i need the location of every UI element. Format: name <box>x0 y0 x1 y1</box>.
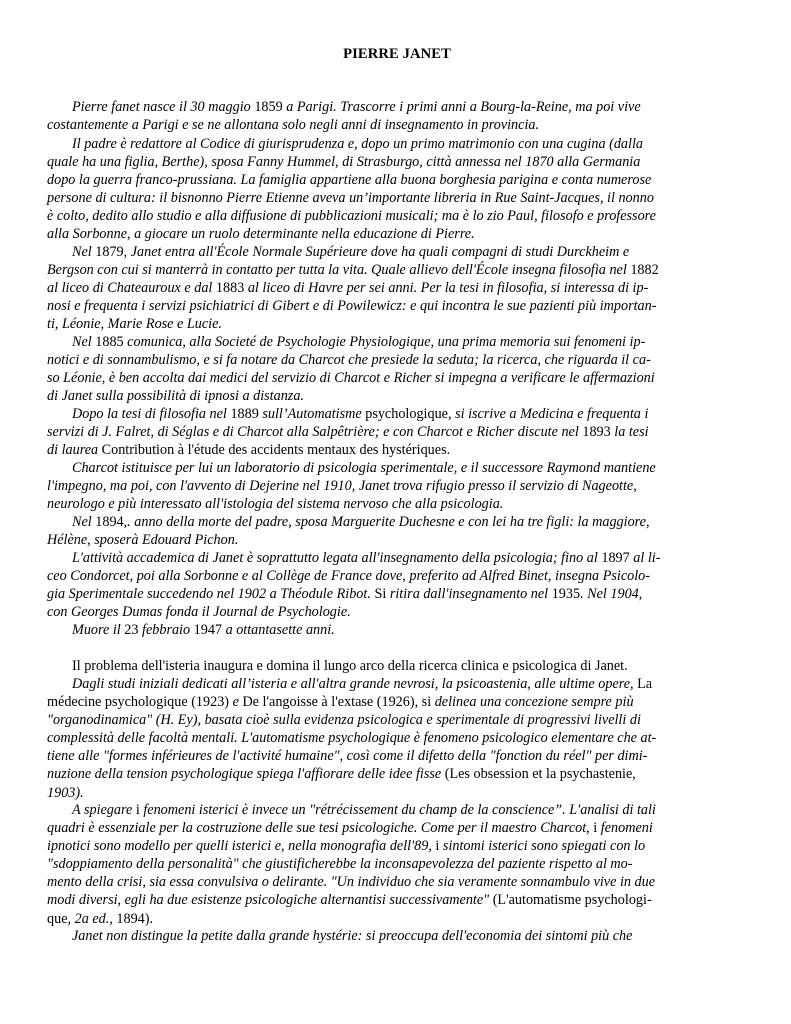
text-run: so Léonie, è ben accolta dai medici del servizio di Charcot e Richer si impegna a verificare le affermazioni <box>47 370 655 387</box>
paragraph-line <box>47 675 747 693</box>
paragraph <box>47 675 747 802</box>
paragraph-line <box>47 135 747 153</box>
paragraph <box>47 549 747 621</box>
text-run: . Nel 1904, <box>580 586 643 603</box>
text-run: (Les obsession et la psychastenie, <box>444 766 636 783</box>
text-run: al liceo di Chateauroux e dal <box>47 280 216 297</box>
text-run: 1893 <box>582 424 611 441</box>
text-run: 1894). <box>112 910 154 927</box>
text-run: 1947 <box>193 622 223 638</box>
text-run: Hélène, sposerà Edouard Pichon. <box>47 532 239 549</box>
text-run: 1903). <box>47 784 84 801</box>
paragraph-line <box>47 729 747 747</box>
text-run: La <box>637 676 653 692</box>
paragraph-line <box>47 747 747 765</box>
paragraph-line <box>47 369 747 387</box>
paragraph <box>47 927 747 945</box>
text-run: "sdoppiamento della personalità" che giustificherebbe la inconsapevolezza del paziente rispetto al mo- <box>47 856 633 873</box>
text-run: , Janet entra all'École Normale Supérieure dove ha quali compagni di studi Durckheim e <box>123 244 630 260</box>
text-run: sull’Automatisme <box>258 406 366 422</box>
paragraph-line <box>47 819 747 837</box>
text-run: , si iscrive a Medicina e frequenta i <box>447 406 649 422</box>
text-run: A spiegare <box>72 802 136 818</box>
paragraph <box>47 801 747 928</box>
paragraph <box>47 405 747 459</box>
text-run: fenomeni <box>600 820 653 837</box>
paragraph-line <box>47 784 747 802</box>
paragraph-line <box>47 441 747 459</box>
text-run: neurologo e più interessato all'istologia del sistema nervoso che alla psicologia. <box>47 496 504 513</box>
paragraph-line <box>47 801 747 819</box>
paragraph-line <box>47 585 747 603</box>
text-run: la tesi <box>610 424 649 441</box>
paragraph-line <box>47 855 747 873</box>
text-run: alla Sorbonne, a giocare un ruolo determinante nella educazione di Pierre. <box>47 226 475 243</box>
paragraph-line <box>47 351 747 369</box>
text-run: con Georges Dumas fonda il Journal de Psychologie. <box>47 604 351 621</box>
text-run: Nel <box>72 514 96 530</box>
text-run: Il padre è redattore al Codice di giurisprudenza e, dopo un primo matrimonio con una cugina (dalla <box>72 136 643 152</box>
text-run: è colto, dedito allo studio e alla diffusione di pubblicazioni musicali; ma è lo zio Paul, filosofo e professore <box>47 208 656 225</box>
text-run: ritira dall'insegnamento nel <box>386 586 552 603</box>
text-run: nuzione della tension psychologique spiega l'affiorare delle idee fisse <box>47 766 445 783</box>
text-run: 1859 <box>254 99 283 115</box>
paragraph-line <box>47 495 747 513</box>
paragraph <box>47 135 747 244</box>
paragraph-line <box>47 837 747 855</box>
text-run: que, <box>47 910 75 927</box>
text-run: ceo Condorcet, poi alla Sorbonne e al Collège de France dove, preferito ad Alfred Binet, insegna Psicolo- <box>47 568 650 585</box>
paragraph <box>47 657 747 675</box>
paragraph-line <box>47 315 747 333</box>
paragraph-line <box>47 927 747 945</box>
text-run: ipnotici sono modello per quelli isterici e, nella monografia dell'89, <box>47 838 436 855</box>
text-run: ,. anno della morte del padre, sposa Marguerite Duchesne e con lei ha tre figli: la maggiore, <box>123 514 650 530</box>
paragraph-line <box>47 189 747 207</box>
text-run: e <box>232 694 243 711</box>
text-run: i <box>135 802 144 818</box>
text-run: médecine psychologique (1923) <box>47 694 233 711</box>
text-run: costantemente a Parigi e se ne allontana solo negli anni di insegnamento in provincia. <box>47 117 540 134</box>
text-run: modi diversi, egli ha due esistenze psicologiche alternantisi successivamente" <box>47 892 493 909</box>
paragraph <box>47 243 747 333</box>
text-run: 1879 <box>95 244 124 260</box>
paragraph-line <box>47 459 747 477</box>
text-run: 23 <box>124 622 139 638</box>
text-run: di laurea <box>47 442 102 459</box>
paragraph-line <box>47 171 747 189</box>
text-run: Nel <box>72 334 96 350</box>
text-run: comunica, alla Societé de Psychologie Physiologique, una prima memoria sui fenomeni ip- <box>123 334 646 350</box>
text-run: dopo la guerra franco-prussiana. La famiglia appartiene alla buona borghesia parigina e conta numerose <box>47 172 652 189</box>
text-run: Contribution à l'étude des accidents mentaux des hystériques. <box>101 442 451 459</box>
text-run: di Janet sulla possibilità di ipnosi a distanza. <box>47 388 304 405</box>
paragraph-line <box>47 910 747 928</box>
paragraph-line <box>47 477 747 495</box>
text-run: 1882 <box>630 262 659 279</box>
paragraph-line <box>47 603 747 621</box>
text-run: servizi di J. Falret, di Séglas e di Charcot alla Salpêtrière; e con Charcot e Richer discute nel <box>47 424 583 441</box>
text-run: notici e di sonnambulismo, e si fa notare da Charcot che presiede la seduta; la ricerca, che riguarda il ca- <box>47 352 651 369</box>
paragraph-line <box>47 333 747 351</box>
text-run: 1894 <box>95 514 124 530</box>
paragraph-line <box>47 279 747 297</box>
paragraph-line <box>47 405 747 423</box>
text-run: quadri è essenziale per la costruzione delle sue tesi psicologiche. Come per il maestro Charcot, <box>47 820 594 837</box>
paragraph <box>47 98 747 134</box>
text-run: Nel <box>72 244 96 260</box>
text-run: tiene alle "formes inférieures de l'activité humaine", così come il difetto della "fonction du réel" per dimi- <box>47 748 648 765</box>
text-run: Il problema dell'isteria inaugura e domina il lungo arco della ricerca clinica e psicologica di Janet. <box>72 658 628 674</box>
text-run: delinea una concezione sempre più <box>434 694 634 711</box>
text-run: mento della crisi, sia essa convulsiva o delirante. "Un individuo che sia veramente sonnambulo vive in due <box>47 874 656 891</box>
text-run: i <box>435 838 443 855</box>
text-run: quale ha una figlia, Berthe), sposa Fanny Hummel, di Strasburgo, città annessa nel 1870 alla Germania <box>47 154 641 171</box>
text-run: Dagli studi iniziali dedicati all’isteria e all'altra grande nevrosi, la psicoastenia, alle ultime opere, <box>72 676 638 692</box>
text-run: 1935 <box>551 586 581 603</box>
text-run: al li- <box>629 550 661 566</box>
text-run: ti, Léonie, Marie Rose e Lucie. <box>47 316 222 333</box>
document-title: PIERRE JANET <box>343 46 451 62</box>
text-run: febbraio <box>138 622 194 638</box>
text-run: complessità delle facoltà mentali. L'automatisme psychologique è fenomeno psicologico elementare che at- <box>47 730 657 747</box>
paragraph <box>47 513 747 549</box>
text-run: l'impegno, ma poi, con l'avvento di Dejerine nel 1910, Janet trova rifugio presso il servizio di Nageotte, <box>47 478 637 495</box>
paragraph-line <box>47 387 747 405</box>
paragraph-line <box>47 261 747 279</box>
paragraph-line <box>47 207 747 225</box>
text-run: 2a ed., <box>74 910 113 927</box>
text-run: 1883 <box>215 280 245 297</box>
text-run: a Parigi. Trascorre i primi anni a Bourg-la-Reine, ma poi vive <box>282 99 641 115</box>
text-run: Pierre fanet nasce il 30 maggio <box>72 99 255 115</box>
paragraph-line <box>47 621 747 639</box>
text-run: 1885 <box>95 334 124 350</box>
paragraph-line <box>47 711 747 729</box>
text-run: "organodinamica" (H. Ey), basata cioè sulla evidenza psicologica e sperimentale di progressivi livelli di <box>47 712 641 729</box>
text-run: (L'automatisme psychologi- <box>492 892 652 909</box>
text-run: De l'angoisse à l'extase (1926), si <box>242 694 435 711</box>
text-run: Bergson con cui si manterrà in contatto per tutta la vita. Quale allievo dell'École insegna filosofia nel <box>47 262 631 279</box>
paragraph-line <box>47 549 747 567</box>
text-run: fenomeni isterici è invece un "rétrécissement du champ de la conscience”. L'analisi di tali <box>143 802 656 818</box>
paragraph-line <box>47 297 747 315</box>
paragraph <box>47 333 747 405</box>
paragraph-line <box>47 513 747 531</box>
text-run: Muore il <box>72 622 125 638</box>
paragraph <box>47 621 747 639</box>
paragraph-line <box>47 153 747 171</box>
text-run: L'attività accademica di Janet è soprattutto legata all'insegnamento della psicologia; fino al <box>72 550 602 566</box>
paragraph-line <box>47 891 747 909</box>
text-run: 1897 <box>601 550 630 566</box>
text-run: Janet non distingue la petite dalla grande hystérie: si preoccupa dell'economia dei sintomi più che <box>72 928 633 944</box>
text-run: 1889 <box>230 406 259 422</box>
paragraph-line <box>47 693 747 711</box>
text-run: sintomi isterici sono spiegati con lo <box>442 838 646 855</box>
text-run: i <box>593 820 601 837</box>
paragraph-line <box>47 423 747 441</box>
paragraph-line <box>47 98 747 116</box>
text-run: Charcot istituisce per lui un laboratorio di psicologia sperimentale, e il successore Raymond mantiene <box>72 460 656 476</box>
text-run: Si <box>374 586 387 603</box>
paragraph-line <box>47 567 747 585</box>
text-run: nosi e frequenta i servizi psichiatrici di Gibert e di Powilewicz: e qui incontra le sue pazienti più importan- <box>47 298 657 315</box>
paragraph-line <box>47 243 747 261</box>
paragraph-line <box>47 657 747 675</box>
text-run: Dopo la tesi di filosofia nel <box>72 406 231 422</box>
text-run: psychologique <box>365 406 448 422</box>
text-run: gia Sperimentale succedendo nel 1902 a Théodule Ribot. <box>47 586 375 603</box>
paragraph-line <box>47 531 747 549</box>
paragraph-line <box>47 873 747 891</box>
text-run: a ottantasette anni. <box>222 622 335 638</box>
paragraph-line <box>47 225 747 243</box>
paragraph <box>47 459 747 513</box>
text-run: al liceo di Havre per sei anni. Per la tesi in filosofia, si interessa di ip- <box>244 280 649 297</box>
paragraph-line <box>47 765 747 783</box>
paragraph-line <box>47 116 747 134</box>
text-run: persone di cultura: il bisnonno Pierre Etienne aveva un’importante libreria in Rue Saint-Jacques, il nonno <box>47 190 654 207</box>
